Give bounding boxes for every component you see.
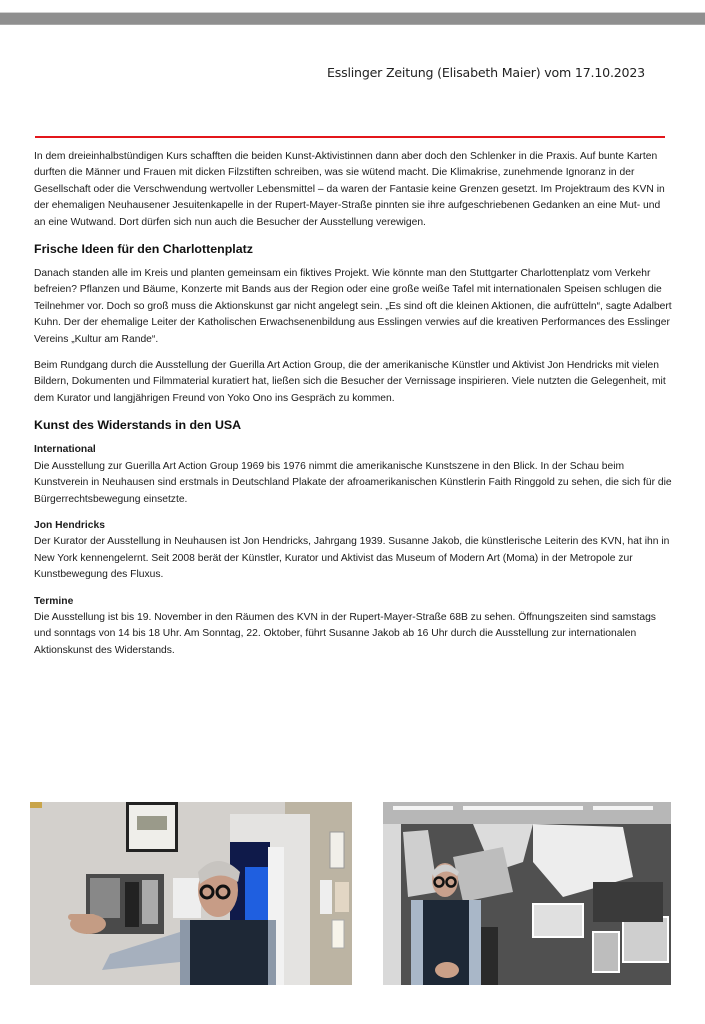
heading-widerstand: Kunst des Widerstands in den USA xyxy=(34,418,242,433)
paragraph: Beim Rundgang durch die Ausstellung der Guerilla Art Action Group, die der amerikanische Künstler und Aktivist Jon Hendricks mit vielen Bildern, Dokumenten und Filmmaterial kuratiert hat, ließen sich die Besucher der Vernissage inspirieren. Viele nutzten die Gelegenheit, mit dem Kurator und langjährigen Freund von Yoko Ono ins Gespräch zu kommen. xyxy=(34,360,666,404)
info-box-text: Die Ausstellung ist bis 19. November in den Räumen des KVN in der Rupert-Mayer-Straße 68B zu sehen. Öffnungszeiten sind samstags und sonntags von 14 bis 18 Uhr. Am Sonntag, 22. Oktober, führt Susanne Jakob ab 16 Uhr durch die Ausstellung zur internationalen Aktionskunst des Widerstands. xyxy=(34,611,656,656)
red-divider xyxy=(35,136,665,138)
info-box-text: Die Ausstellung zur Guerilla Art Action Group 1969 bis 1976 nimmt die amerikanische Kunstszene in den Blick. In der Schau beim Kunstverein in Neuhausen sind erstmals in Deutschland Plakate der afroamerikanischen Künstlerin Faith Ringgold zu sehen, die sich für die Bürgerrechtsbewegung einsetzte. xyxy=(34,460,672,505)
info-box-title: Jon Hendricks xyxy=(34,519,105,531)
paragraph-intro: In dem dreieinhalbstündigen Kurs schafften die beiden Kunst-Aktivistinnen dann aber doch den Schlenker in die Praxis. Auf bunte Karten durften die Männer und Frauen mit dicken Filzstiften schreiben, was sie wütend macht. Die Klimakrise, zunehmende Ignoranz in der Gesellschaft oder die Verschwendung wertvoller Lebensmittel – da waren der Fantasie keine Grenzen gesetzt. Im Projektraum des KVN in der ehemaligen Neuhausener Jesuitenkapelle in der Rupert-Mayer-Straße pinnten sie ihre aufgeschriebenen Gedanken an eine Mut- und an eine Wutwand. Dort dürfen sich nun auch die Besucher der Ausstellung verewigen. xyxy=(34,151,665,228)
top-toolbar-bar xyxy=(0,12,705,25)
photo-illustration xyxy=(30,802,352,985)
info-box-jon-hendricks xyxy=(34,518,674,584)
article-body xyxy=(34,149,674,669)
info-box-title: International xyxy=(34,444,96,456)
info-box-termine xyxy=(34,594,674,660)
info-box-international xyxy=(34,442,674,508)
paragraph: Danach standen alle im Kreis und planten gemeinsam ein fiktives Projekt. Wie könnte man den Stuttgarter Charlottenplatz vom Verkehr befreien? Pflanzen und Bäume, Konzerte mit Bands aus der Region oder eine große weiße Tafel mit internationalen Speisen schlugen die Teilnehmer vor. Doch so groß muss die Aktionskunst gar nicht angelegt sein. „Es sind oft die kleinen Aktionen, die aufrütteln“, sagte Adalbert Kuhn. Der der ehemalige Leiter der Katholischen Erwachsenenbildung aus Esslingen verwies auf die kreativen Performances des Esslinger Vereins „Kultur am Rande“. xyxy=(34,268,672,345)
photo-illustration xyxy=(383,802,671,985)
photo-man-before-guernica xyxy=(383,802,671,985)
heading-charlottenplatz: Frische Ideen für den Charlottenplatz xyxy=(34,242,253,257)
photo-man-pointing-gallery xyxy=(30,802,352,985)
info-box-title: Termine xyxy=(34,595,74,607)
info-box-text: Der Kurator der Ausstellung in Neuhausen ist Jon Hendricks, Jahrgang 1939. Susanne Jakob, die künstlerische Leiterin des KVN, hat ihn in New York kennengelernt. Seit 2008 berät der Künstler, Kurator und Aktivist das Museum of Modern Art (Moma) in der Metropole zur Kunstbewegung des Fluxus. xyxy=(34,536,670,581)
source-line: Esslinger Zeitung (Elisabeth Maier) vom 17.10.2023 xyxy=(326,65,645,80)
